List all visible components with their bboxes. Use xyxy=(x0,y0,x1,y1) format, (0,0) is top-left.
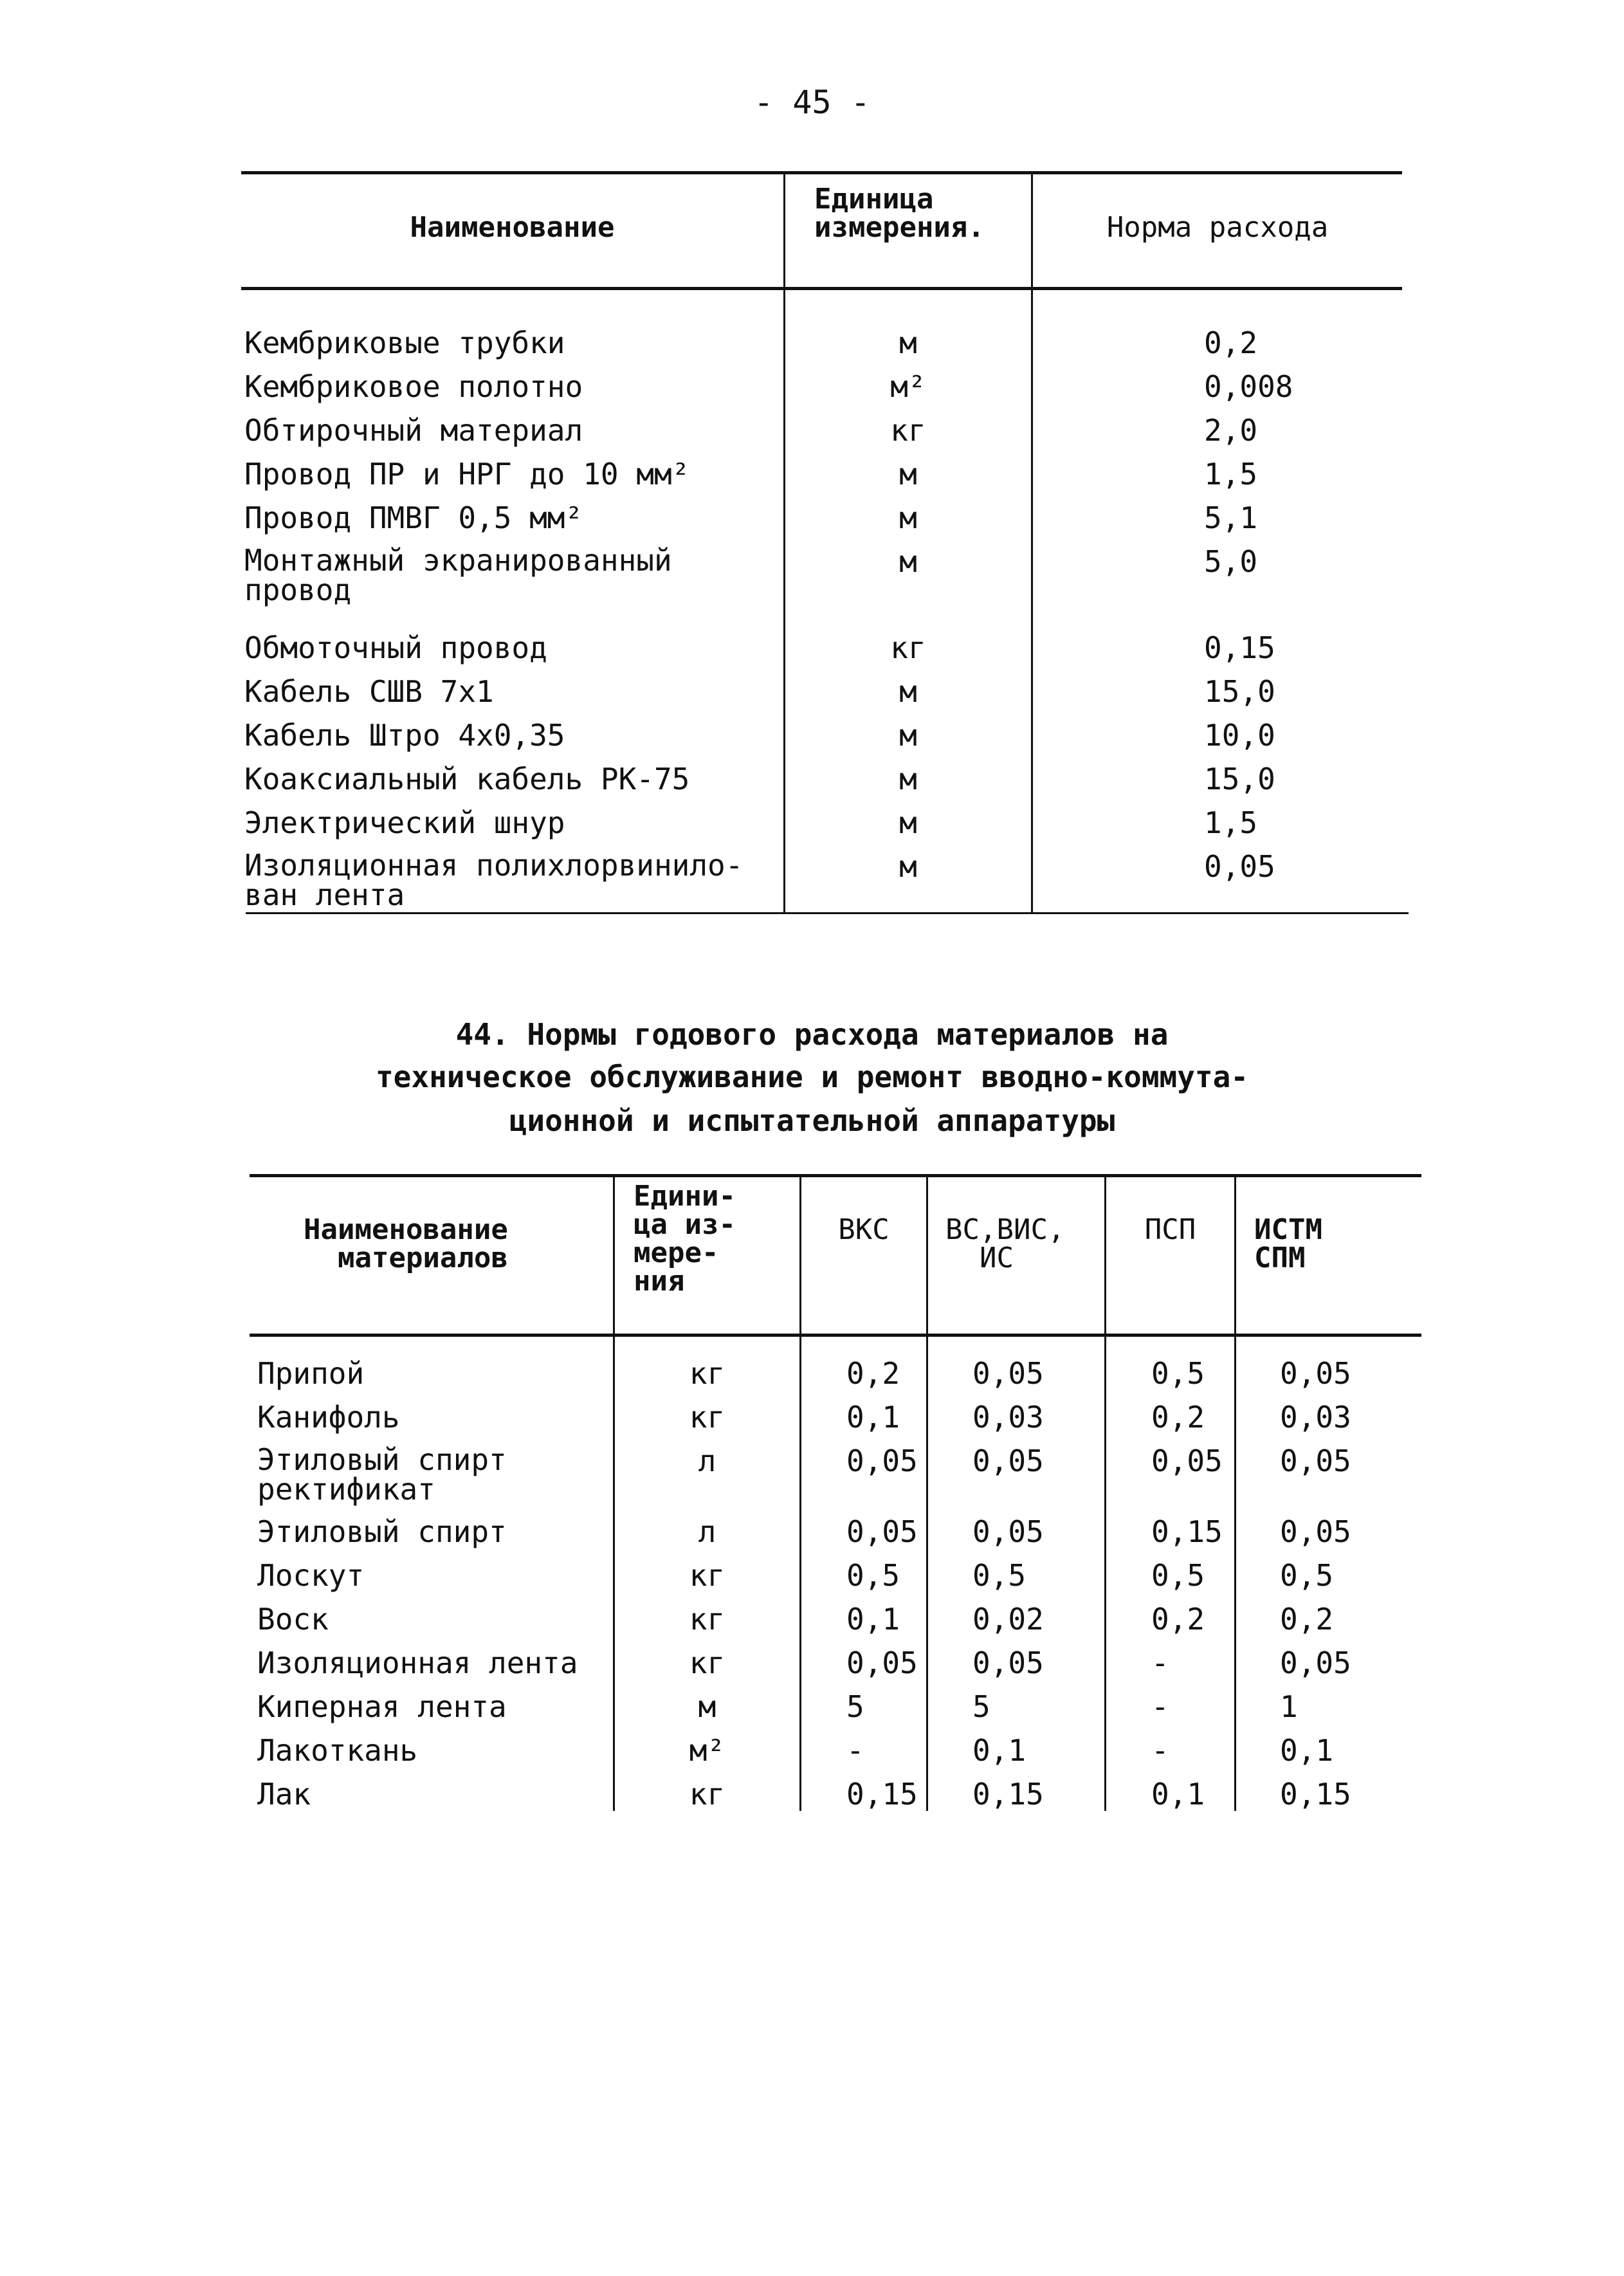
table-1-row-unit: м xyxy=(899,500,917,535)
table-1-row-norm: 0,15 xyxy=(1204,630,1275,665)
table-1-row-norm: 5,0 xyxy=(1204,544,1258,579)
table-2-row-unit: м² xyxy=(689,1733,725,1768)
table-2-row-vs: 0,05 xyxy=(972,1356,1044,1391)
table-1-row-unit: м xyxy=(899,544,917,579)
table-1-row-name: Обмоточный провод xyxy=(244,630,547,665)
table-2-row-unit: л xyxy=(698,1444,716,1478)
table-2-row-vks: 5 xyxy=(846,1689,864,1724)
table-2-row-name: Лак xyxy=(257,1777,311,1812)
table-2-row-psp: 0,2 xyxy=(1151,1602,1205,1637)
table-2-row-vks: 0,05 xyxy=(846,1444,918,1478)
table-1-row-unit: м xyxy=(899,849,917,884)
table-2-row-vks: 0,05 xyxy=(846,1514,918,1549)
table-2-row-name: Этиловый спирт ректификат xyxy=(257,1442,507,1507)
table-2-row-istm: 0,5 xyxy=(1280,1558,1334,1593)
table-2-row-name: Лакоткань xyxy=(257,1733,418,1768)
table-2-row-istm: 1 xyxy=(1280,1689,1298,1724)
table-1-row-norm: 15,0 xyxy=(1204,762,1275,796)
table-2-row-psp: - xyxy=(1151,1689,1169,1724)
table-1-header-norm: Норма расхода xyxy=(1106,211,1329,244)
table-2-row-psp: 0,1 xyxy=(1151,1777,1205,1812)
caption-line-1: 44. Нормы годового расхода материалов на xyxy=(455,1017,1169,1052)
table-2-row-name: Этиловый спирт xyxy=(257,1514,507,1549)
table-1-row-name: Провод ПР и НРГ до 10 мм² xyxy=(244,457,690,491)
table-1-row-norm: 10,0 xyxy=(1204,718,1275,753)
table-1-row-unit: м xyxy=(899,762,917,796)
table-2-row-istm: 0,05 xyxy=(1280,1444,1351,1478)
table-1-row-norm: 1,5 xyxy=(1204,805,1258,840)
table-2-row-istm: 0,05 xyxy=(1280,1356,1351,1391)
table-1-row-unit: кг xyxy=(890,413,926,448)
table-1-row-unit: м xyxy=(899,805,917,840)
table-2-row-name: Изоляционная лента xyxy=(257,1646,578,1680)
table-2-header-vs: ВС,ВИС, ИС xyxy=(945,1213,1065,1274)
table-1-row-norm: 1,5 xyxy=(1204,457,1258,491)
table-2-row-vs: 0,05 xyxy=(972,1444,1044,1478)
table-1-col-divider-1 xyxy=(783,171,785,913)
table-1-row-norm: 0,05 xyxy=(1204,849,1275,884)
table-2-row-vks: 0,15 xyxy=(846,1777,918,1812)
table-2-row-vks: 0,5 xyxy=(846,1558,900,1593)
table-2-row-vs: 0,05 xyxy=(972,1514,1044,1549)
table-2-row-unit: кг xyxy=(689,1602,725,1637)
table-1-row-norm: 0,2 xyxy=(1204,326,1258,360)
table-1-header-rule xyxy=(241,287,1402,290)
table-2-row-istm: 0,05 xyxy=(1280,1514,1351,1549)
table-2-row-unit: кг xyxy=(689,1777,725,1812)
table-2-row-name: Канифоль xyxy=(257,1400,400,1435)
table-2-row-psp: - xyxy=(1151,1646,1169,1680)
table-2-row-psp: 0,05 xyxy=(1151,1444,1223,1478)
caption-line-2: техническое обслуживание и ремонт вводно-коммута- xyxy=(375,1060,1249,1094)
table-1-row-norm: 2,0 xyxy=(1204,413,1258,448)
table-1-row-unit: м xyxy=(899,326,917,360)
table-2-header-vks: ВКС xyxy=(838,1213,890,1246)
table-2-col-divider-3 xyxy=(926,1174,928,1811)
table-1-col-divider-2 xyxy=(1031,171,1033,913)
table-1-row-unit: м xyxy=(899,457,917,491)
table-2-header-istm: ИСТМ СПМ xyxy=(1254,1213,1322,1274)
table-1-row-unit: кг xyxy=(890,630,926,665)
table-2-row-vks: 0,1 xyxy=(846,1602,900,1637)
table-1-header-unit: Единица измерения. xyxy=(814,183,985,244)
table-2-col-divider-2 xyxy=(799,1174,801,1811)
table-1-row-name: Монтажный экранированный провод xyxy=(244,543,672,607)
table-1-row-unit: м xyxy=(899,718,917,753)
table-2-row-vs: 0,03 xyxy=(972,1400,1044,1435)
table-2-header-name: Наименование материалов xyxy=(304,1213,508,1274)
table-2-top-rule xyxy=(250,1174,1421,1177)
table-2-row-vks: - xyxy=(846,1733,864,1768)
table-1-row-name: Кембриковые трубки xyxy=(244,326,565,360)
table-2-row-istm: 0,05 xyxy=(1280,1646,1351,1680)
table-2-row-vks: 0,2 xyxy=(846,1356,900,1391)
table-2-row-unit: кг xyxy=(689,1400,725,1435)
table-1-row-norm: 15,0 xyxy=(1204,674,1275,709)
table-2-row-istm: 0,1 xyxy=(1280,1733,1334,1768)
table-2-row-istm: 0,15 xyxy=(1280,1777,1351,1812)
table-1-row-name: Провод ПМВГ 0,5 мм² xyxy=(244,500,583,535)
table-1-row-name: Электрический шнур xyxy=(244,805,565,840)
table-2-row-vs: 0,1 xyxy=(972,1733,1026,1768)
table-2-row-psp: 0,15 xyxy=(1151,1514,1223,1549)
table-2-row-istm: 0,03 xyxy=(1280,1400,1351,1435)
table-2-row-vs: 0,02 xyxy=(972,1602,1044,1637)
table-1-row-unit: м xyxy=(899,674,917,709)
table-2-row-unit: м xyxy=(698,1689,716,1724)
table-2-row-vs: 5 xyxy=(972,1689,990,1724)
table-2-row-vks: 0,05 xyxy=(846,1646,918,1680)
table-2-col-divider-5 xyxy=(1234,1174,1236,1811)
table-2-row-unit: кг xyxy=(689,1356,725,1391)
table-1-row-name: Кабель Штро 4х0,35 xyxy=(244,718,565,753)
table-1-row-name: Обтирочный материал xyxy=(244,413,583,448)
table-1-row-norm: 0,008 xyxy=(1204,369,1293,404)
table-2-row-psp: - xyxy=(1151,1733,1169,1768)
table-2-row-psp: 0,2 xyxy=(1151,1400,1205,1435)
table-2-row-name: Киперная лента xyxy=(257,1689,507,1724)
table-1-row-name: Кабель СШВ 7х1 xyxy=(244,674,494,709)
table-2-row-name: Припой xyxy=(257,1356,365,1391)
table-2-header-rule xyxy=(250,1334,1421,1337)
table-2-row-name: Лоскут xyxy=(257,1558,365,1593)
table-2-row-unit: кг xyxy=(689,1558,725,1593)
table-1-header-name: Наименование xyxy=(410,211,615,244)
table-2-row-vs: 0,05 xyxy=(972,1646,1044,1680)
table-2-row-unit: кг xyxy=(689,1646,725,1680)
table-1-top-rule xyxy=(241,171,1402,174)
table-1-row-name: Коаксиальный кабель РК-75 xyxy=(244,762,690,796)
table-2-row-vs: 0,5 xyxy=(972,1558,1026,1593)
table-2-header-psp: ПСП xyxy=(1144,1213,1196,1246)
table-2-row-name: Воск xyxy=(257,1602,329,1637)
table-2-row-unit: л xyxy=(698,1514,716,1549)
table-1-row-unit: м² xyxy=(890,369,926,404)
table-1-row-name: Кембриковое полотно xyxy=(244,369,583,404)
caption-line-3: ционной и испытательной аппаратуры xyxy=(509,1103,1115,1138)
page-number: - 45 - xyxy=(754,84,870,121)
table-1-row-name: Изоляционная полихлорвинило- ван лента xyxy=(244,848,744,912)
table-2-row-vs: 0,15 xyxy=(972,1777,1044,1812)
table-2-row-vks: 0,1 xyxy=(846,1400,900,1435)
table-1-bottom-rule xyxy=(246,912,1409,914)
table-2-row-istm: 0,2 xyxy=(1280,1602,1334,1637)
table-2-row-psp: 0,5 xyxy=(1151,1558,1205,1593)
table-2-col-divider-4 xyxy=(1104,1174,1106,1811)
table-2-header-unit: Едини- ца из- мере- ния xyxy=(634,1180,736,1298)
table-1-row-norm: 5,1 xyxy=(1204,500,1258,535)
table-2-row-psp: 0,5 xyxy=(1151,1356,1205,1391)
